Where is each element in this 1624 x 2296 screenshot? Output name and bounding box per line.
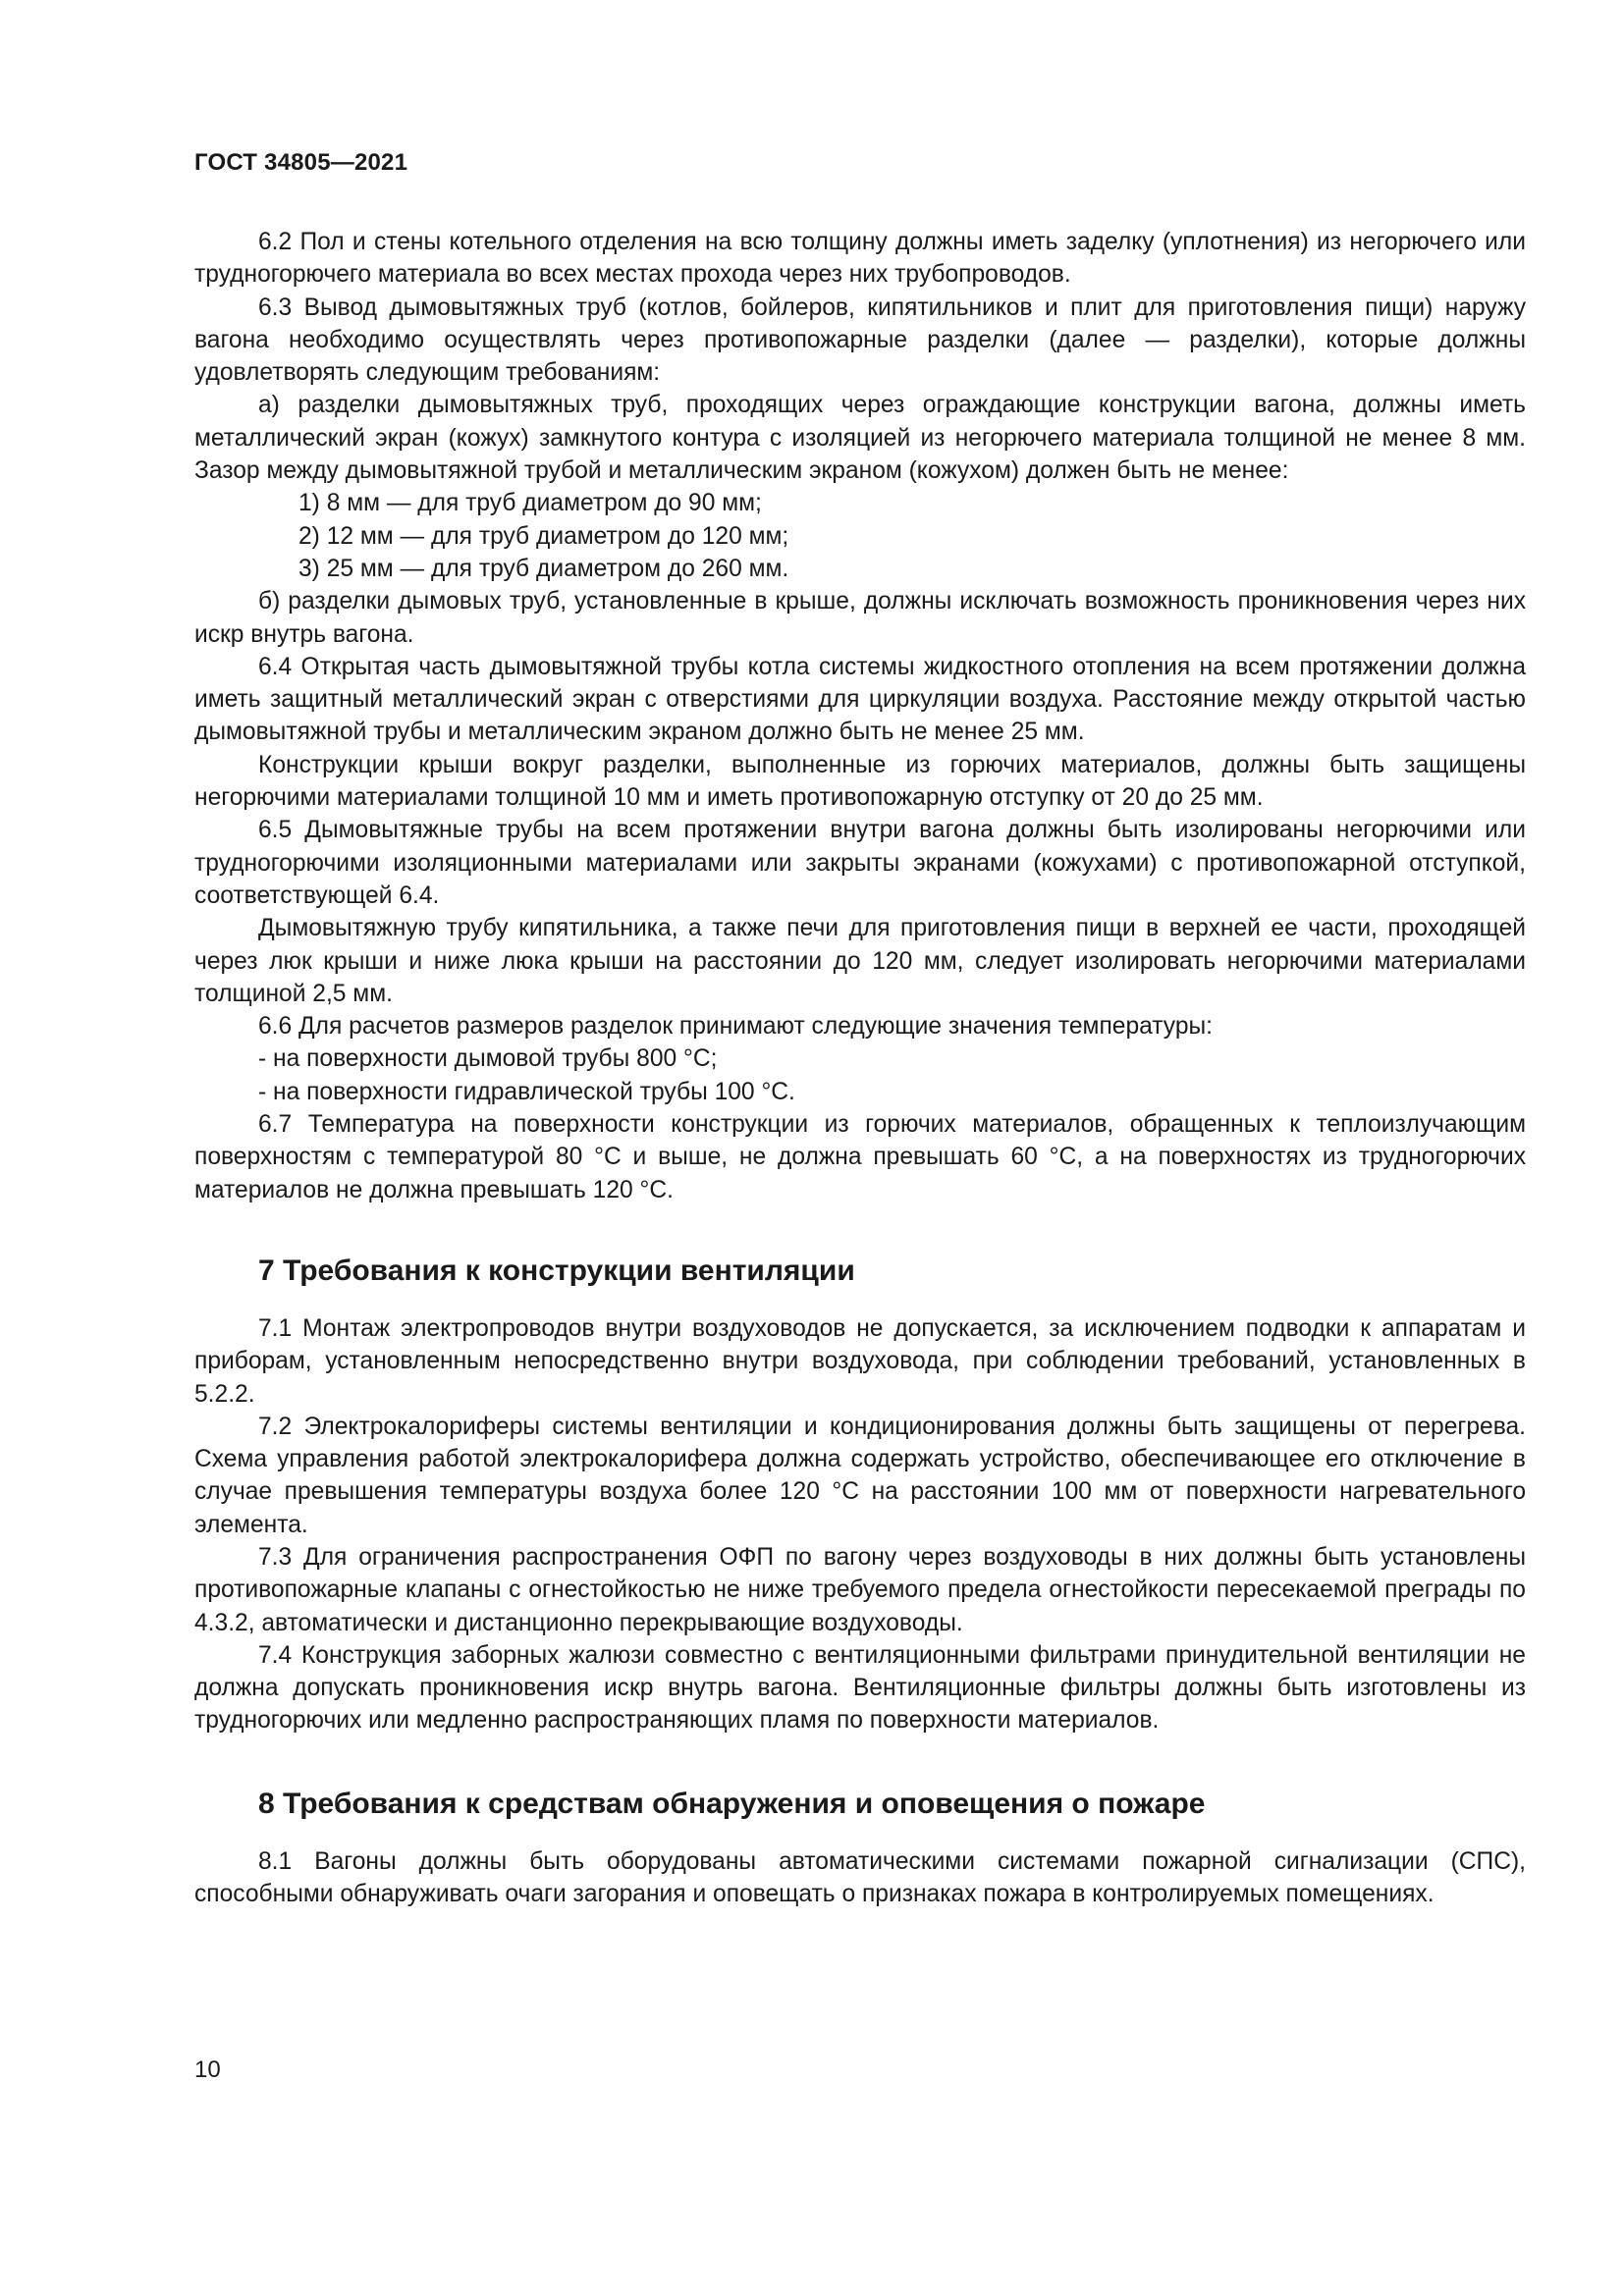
document-body <box>194 226 1526 1910</box>
paragraph-8-1: 8.1 Вагоны должны быть оборудованы автоматическими системами пожарной сигнализации (СПС), способными обнаруживать очаги загорания и оповещать о признаках пожара в контролируемых помещениях. <box>194 1847 1526 1908</box>
section-7-heading: 7 Требования к конструкции вентиляции <box>258 1254 855 1287</box>
list-item-6-3-a-1: 1) 8 мм — для труб диаметром до 90 мм; <box>298 490 762 517</box>
section-8-heading: 8 Требования к средствам обнаружения и оповещения о пожаре <box>258 1787 1206 1820</box>
paragraph-6-4-roof: Конструкции крыши вокруг разделки, выполненные из горючих материалов, должны быть защищены негорючими материалами толщиной 10 мм и иметь противопожарную отступку от 20 до 25 мм. <box>194 751 1526 812</box>
list-item-6-6-1: - на поверхности дымовой трубы 800 °C; <box>258 1045 718 1073</box>
paragraph-6-4: 6.4 Открытая часть дымовытяжной трубы котла системы жидкостного отопления на всем протяжении должна иметь защитный металлический экран с отверстиями для циркуляции воздуха. Расстояние между открытой частью дымовытяжной трубы и металлическим экраном должно быть не менее 25 мм. <box>194 653 1526 746</box>
paragraph-7-3: 7.3 Для ограничения распространения ОФП по вагону через воздуховоды в них должны быть установлены противопожарные клапаны с огнестойкостью не ниже требуемого предела огнестойкости пересекаемой преграды по 4.3.2, автоматически и дистанционно перекрывающие воздуховоды. <box>194 1543 1526 1636</box>
paragraph-7-4: 7.4 Конструкция заборных жалюзи совместно с вентиляционными фильтрами принудительной вентиляции не должна допускать проникновения искр внутрь вагона. Вентиляционные фильтры должны быть изготовлены из трудногорючих или медленно распространяющих пламя по поверхности материалов. <box>194 1641 1526 1735</box>
paragraph-6-6: 6.6 Для расчетов размеров разделок принимают следующие значения температуры: <box>258 1013 1214 1041</box>
paragraph-6-3-a: а) разделки дымовытяжных труб, проходящих через ограждающие конструкции вагона, должны иметь металлический экран (кожух) замкнутого контура с изоляцией из негорючего материала толщиной не менее 8 мм. Зазор между дымовытяжной трубой и металлическим экраном (кожухом) должен быть не менее: <box>194 392 1526 485</box>
paragraph-7-2: 7.2 Электрокалориферы системы вентиляции и кондиционирования должны быть защищены от перегрева. Схема управления работой электрокалорифера должна содержать устройство, обеспечивающее его отключение в случае превышения температуры воздуха более 120 °C на расстоянии 100 мм от поверхности нагревательного элемента. <box>194 1413 1526 1538</box>
page-number: 10 <box>194 2056 221 2083</box>
list-item-6-3-a-3: 3) 25 мм — для труб диаметром до 260 мм. <box>298 555 789 582</box>
paragraph-6-5: 6.5 Дымовытяжные трубы на всем протяжении внутри вагона должны быть изолированы негорючими или трудногорючими изоляционными материалами или закрыты экранами (кожухами) с противопожарной отступкой, соответствующей 6.4. <box>194 817 1526 909</box>
paragraph-6-2: 6.2 Пол и стены котельного отделения на всю толщину должны иметь заделку (уплотнения) из негорючего или трудногорючего материала во всех местах прохода через них трубопроводов. <box>194 229 1526 289</box>
paragraph-6-3-b: б) разделки дымовых труб, установленные в крыше, должны исключать возможность проникновения через них искр внутрь вагона. <box>194 588 1526 648</box>
document-code-header: ГОСТ 34805—2021 <box>194 149 408 176</box>
list-item-6-3-a-2: 2) 12 мм — для труб диаметром до 120 мм; <box>298 522 789 550</box>
paragraph-6-5-boiler: Дымовытяжную трубу кипятильника, а также печи для приготовления пищи в верхней ее части, проходящей через люк крыши и ниже люка крыши на расстоянии до 120 мм, следует изолировать негорючими материалами толщиной 2,5 мм. <box>194 915 1526 1007</box>
paragraph-6-3: 6.3 Вывод дымовытяжных труб (котлов, бойлеров, кипятильников и плит для приготовления пищи) наружу вагона необходимо осуществлять через противопожарные разделки (далее — разделки), которые должны удовлетворять следующим требованиям: <box>194 294 1526 387</box>
paragraph-7-1: 7.1 Монтаж электропроводов внутри воздуховодов не допускается, за исключением подводки к аппаратам и приборам, установленным непосредственно внутри воздуховода, при соблюдении требований, установленных в 5.2.2. <box>194 1314 1526 1408</box>
list-item-6-6-2: - на поверхности гидравлической трубы 100 °C. <box>258 1078 795 1105</box>
paragraph-6-7: 6.7 Температура на поверхности конструкции из горючих материалов, обращенных к теплоизлучающим поверхностям с температурой 80 °C и выше, не должна превышать 60 °C, а на поверхностях из трудногорючих материалов не должна превышать 120 °C. <box>194 1111 1526 1203</box>
